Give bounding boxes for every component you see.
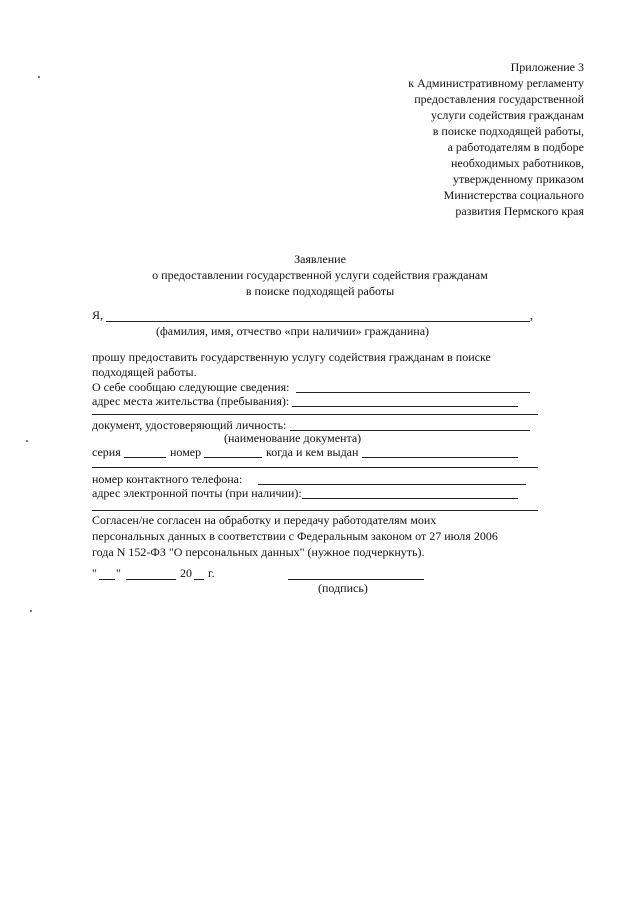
issued-field[interactable] <box>362 457 518 458</box>
signature-field[interactable] <box>288 579 424 580</box>
address-field[interactable] <box>292 406 518 407</box>
series-label: серия <box>92 445 121 459</box>
document-subtitle: о предоставлении государственной услуги содействия гражданам <box>152 268 488 282</box>
header-line: предоставления государственной <box>414 92 584 106</box>
date-year-field[interactable] <box>194 579 204 580</box>
request-text: подходящей работы. <box>92 365 197 379</box>
address-field-continued[interactable] <box>92 414 538 415</box>
date-month-field[interactable] <box>126 579 176 580</box>
date-quote-open: " <box>92 566 97 580</box>
date-year-prefix: 20 <box>180 566 192 580</box>
ya-trailing-comma: , <box>530 308 533 322</box>
ya-label: Я, <box>92 308 104 322</box>
fio-caption: (фамилия, имя, отчество «при наличии» гражданина) <box>156 324 430 338</box>
consent-line: года N 152-ФЗ "О персональных данных" (нужное подчеркнуть). <box>92 545 425 559</box>
number-field[interactable] <box>204 457 262 458</box>
document-label: документ, удостоверяющий личность: <box>92 418 287 432</box>
request-text: прошу предоставить государственную услугу содействия гражданам в поиске <box>92 350 491 364</box>
scan-speck <box>30 610 32 612</box>
issued-label: когда и кем выдан <box>266 445 359 459</box>
document-title: Заявление <box>294 252 346 266</box>
header-line: в поиске подходящей работы, <box>432 124 584 138</box>
header-line: а работодателям в подборе <box>447 140 584 154</box>
about-field[interactable] <box>296 392 530 393</box>
signature-caption: (подпись) <box>318 581 368 595</box>
header-line: необходимых работников, <box>450 156 584 170</box>
date-quote-close: " <box>116 566 121 580</box>
header-line: Приложение 3 <box>510 60 584 74</box>
email-label: адрес электронной почты (при наличии): <box>92 486 302 500</box>
email-field[interactable] <box>302 498 518 499</box>
date-year-suffix: г. <box>208 566 215 580</box>
phone-field[interactable] <box>258 484 526 485</box>
phone-label: номер контактного телефона: <box>92 472 243 486</box>
email-field-continued[interactable] <box>92 510 538 511</box>
consent-line: персональных данных в соответствии с Федеральным законом от 27 июля 2006 <box>92 529 498 543</box>
header-line: услуги содействия гражданам <box>431 108 584 122</box>
series-field[interactable] <box>124 457 166 458</box>
consent-line: Согласен/не согласен на обработку и передачу работодателям моих <box>92 513 437 527</box>
header-line: к Административному регламенту <box>408 76 584 90</box>
scan-speck <box>26 440 28 442</box>
issued-field-continued[interactable] <box>92 467 538 468</box>
header-line: развития Пермского края <box>455 204 584 218</box>
scan-speck <box>38 76 40 78</box>
fio-field[interactable] <box>106 321 530 322</box>
about-label: О себе сообщаю следующие сведения: <box>92 380 290 394</box>
address-label: адрес места жительства (пребывания): <box>92 394 290 408</box>
number-label: номер <box>170 445 202 459</box>
header-line: Министерства социального <box>443 188 584 202</box>
date-day-field[interactable] <box>99 579 115 580</box>
header-line: утвержденному приказом <box>453 172 584 186</box>
document-subtitle: в поиске подходящей работы <box>245 284 395 298</box>
document-caption: (наименование документа) <box>224 431 362 445</box>
consent-text <box>92 512 502 560</box>
